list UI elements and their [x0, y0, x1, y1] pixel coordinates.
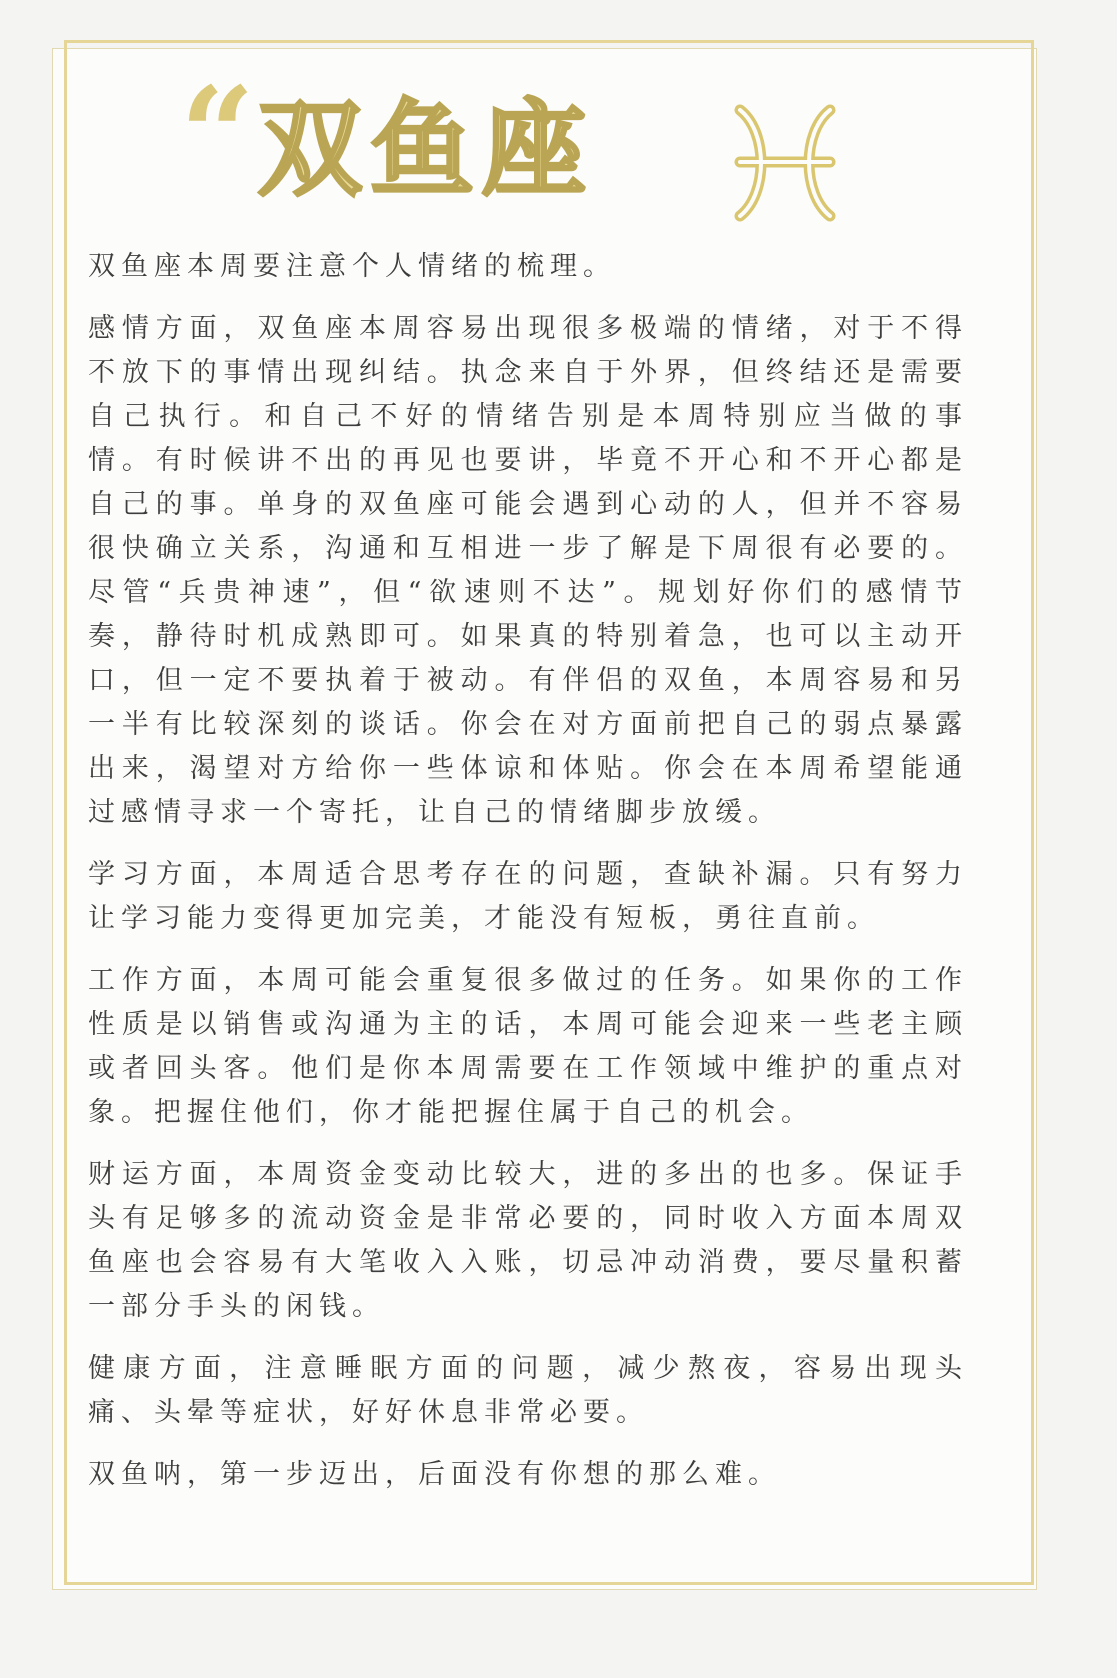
page-title: 双鱼座 [258, 88, 595, 210]
paragraph-love: 感情方面，双鱼座本周容易出现很多极端的情绪，对于不得不放下的事情出现纠结。执念来自于外界，但终结还是需要自己执行。和自己不好的情绪告别是本周特别应当做的事情。有时候讲不出的再见也要讲，毕竟不开心和不开心都是自己的事。单身的双鱼座可能会遇到心动的人，但并不容易很快确立关系，沟通和互相进一步了解是下周很有必要的。尽管“兵贵神速”，但“欲速则不达”。规划好你们的感情节奏，静待时机成熟即可。如果真的特别着急，也可以主动开口，但一定不要执着于被动。有伴侣的双鱼，本周容易和另一半有比较深刻的谈话。你会在对方面前把自己的弱点暴露出来，渴望对方给你一些体谅和体贴。你会在本周希望能通过感情寻求一个寄托，让自己的情绪脚步放缓。 [88, 313, 968, 828]
pisces-symbol-icon [720, 98, 850, 228]
paragraph-closing: 双鱼呐，第一步迈出，后面没有你想的那么难。 [88, 1459, 781, 1490]
quote-mark: “ [180, 58, 255, 211]
title-row [180, 58, 1040, 218]
paragraph-finance: 财运方面，本周资金变动比较大，进的多出的也多。保证手头有足够多的流动资金是非常必要的，同时收入方面本周双鱼座也会容易有大笔收入入账，切忌冲动消费，要尽量积蓄一部分手头的闲钱。 [88, 1159, 968, 1322]
paragraph-intro: 双鱼座本周要注意个人情绪的梳理。 [88, 251, 616, 282]
paragraph-study: 学习方面，本周适合思考存在的问题，查缺补漏。只有努力让学习能力变得更加完美，才能没有短板，勇往直前。 [88, 859, 968, 934]
paragraph-work: 工作方面，本周可能会重复很多做过的任务。如果你的工作性质是以销售或沟通为主的话，本周可能会迎来一些老主顾或者回头客。他们是你本周需要在工作领域中维护的重点对象。把握住他们，你才能把握住属于自己的机会。 [88, 965, 968, 1128]
paragraph-health: 健康方面，注意睡眠方面的问题，减少熬夜，容易出现头痛、头晕等症状，好好休息非常必要。 [88, 1353, 968, 1428]
horoscope-body [88, 245, 968, 1515]
